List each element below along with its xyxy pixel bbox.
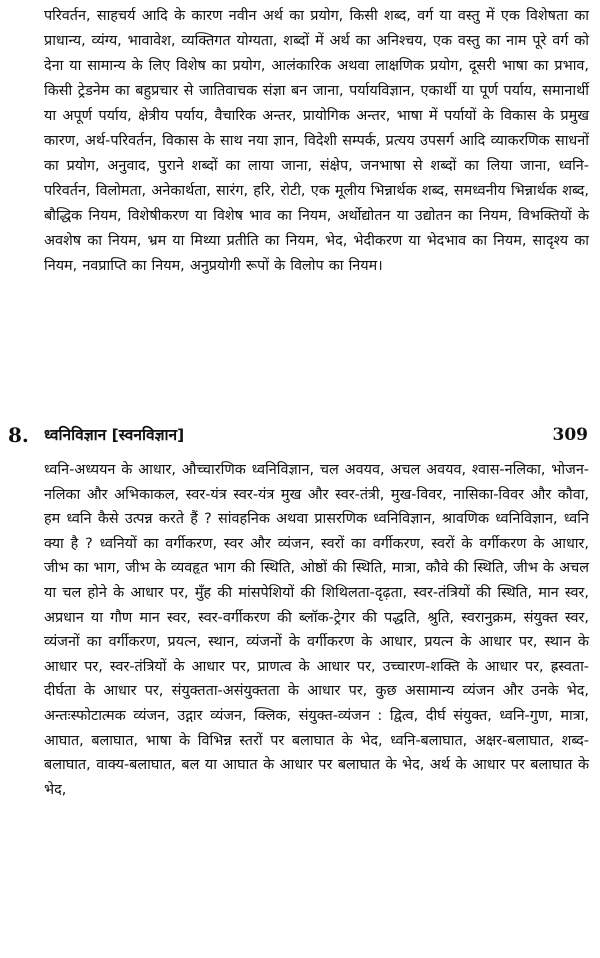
section-page-number: 309	[552, 425, 588, 445]
section-title: ध्वनिविज्ञान [स्वनविज्ञान]	[44, 426, 185, 444]
contents-paragraph-top: परिवर्तन, साहचर्य आदि के कारण नवीन अर्थ का प्रयोग, किसी शब्द, वर्ग या वस्तु में एक विशेषता का प्राधान्य, व्यंग्य, भावावेश, व्यक्तिगत योग्यता, शब्दों में अर्थ का अनिश्चय, एक वस्तु का नाम पूरे वर्ग को देना या सामान्य के लिए विशेष का प्रयोग, आलंकारिक अथवा लाक्षणिक प्रयोग, दूसरी भाषा का प्रभाव, किसी ट्रेडनेम का बहुप्रचार से जातिवाचक संज्ञा बन जाना, पर्यायविज्ञान, एकार्थी या पूर्ण पर्याय, समानार्थी या अपूर्ण पर्याय, क्षेत्रीय पर्याय, वैचारिक अन्तर, प्रायोगिक अन्तर, भाषा में पर्यायों के विकास के प्रमुख कारण, अर्थ-परिवर्तन, विकास के साथ नया ज्ञान, विदेशी सम्पर्क, प्रत्यय उपसर्ग आदि व्याकरणिक साधनों का प्रयोग, अनुवाद, पुराने शब्दों का लाया जाना, संक्षेप, जनभाषा से शब्दों का लिया जाना, ध्वनि-परिवर्तन, विलोमता, अनेकार्थता, सारंग, हरि, रोटी, एक मूलीय भिन्नार्थक शब्द, समध्वनीय भिन्नार्थक शब्द, बौद्धिक नियम, विशेषीकरण या विशेष भाव का नियम, अर्थोद्योतन या उद्योतन का नियम, विभक्तियों के अवशेष का नियम, भ्रम या मिथ्या प्रतीति का नियम, भेद, भेदीकरण या भेदभाव का नियम, सादृश्य का नियम, नवप्राप्ति का नियम, अनुप्रयोगी रूपों के विलोप का नियम।	[44, 8, 589, 274]
section-heading	[8, 420, 590, 450]
contents-paragraph-bottom: ध्वनि-अध्ययन के आधार, औच्चारणिक ध्वनिविज्ञान, चल अवयव, अचल अवयव, श्वास-नलिका, भोजन-नलिका और अभिकाकल, स्वर-यंत्र स्वर-यंत्र मुख और स्वर-तंत्री, मुख-विवर, नासिका-विवर और कौवा, हम ध्वनि कैसे उत्पन्न करते हैं ? सांवहनिक अथवा प्रासरणिक ध्वनिविज्ञान, श्रावणिक ध्वनिविज्ञान, ध्वनि क्या है ? ध्वनियों का वर्गीकरण, स्वर और व्यंजन, स्वरों का वर्गीकरण, स्वरों के वर्गीकरण के आधार, जीभ का भाग, जीभ के व्यवहृत भाग की स्थिति, ओष्ठों की स्थिति, मात्रा, कौवे की स्थिति, जीभ के अचल या चल होने के आधार पर, मुँह की मांसपेशियों की शिथिलता-दृढ़ता, स्वर-तंत्रियों की स्थिति, मान स्वर, अप्रधान या गौण मान स्वर, स्वर-वर्गीकरण की ब्लॉक-ट्रेगर की पद्धति, श्रुति, स्वरानुक्रम, संयुक्त स्वर, व्यंजनों का वर्गीकरण, प्रयत्न, स्थान, व्यंजनों के वर्गीकरण के आधार, प्रयत्न के आधार पर, स्थान के आधार पर, स्वर-तंत्रियों के आधार पर, प्राणत्व के आधार पर, उच्चारण-शक्ति के आधार पर, ह्रस्वता-दीर्घता के आधार पर, संयुक्तता-असंयुक्तता के आधार पर, कुछ असामान्य व्यंजन और उनके भेद, अन्तःस्फोटात्मक व्यंजन, उद्गार व्यंजन, क्लिक, संयुक्त-व्यंजन : द्वित्व, दीर्घ संयुक्त, ध्वनि-गुण, मात्रा, आघात, बलाघात, भाषा के विभिन्न स्तरों पर बलाघात के भेद, ध्वनि-बलाघात, अक्षर-बलाघात, शब्द-बलाघात, वाक्य-बलाघात, बल या आघात के आधार पर बलाघात के भेद, अर्थ के आधार पर बलाघात के भेद,	[44, 462, 589, 798]
section-number: 8.	[8, 423, 29, 447]
